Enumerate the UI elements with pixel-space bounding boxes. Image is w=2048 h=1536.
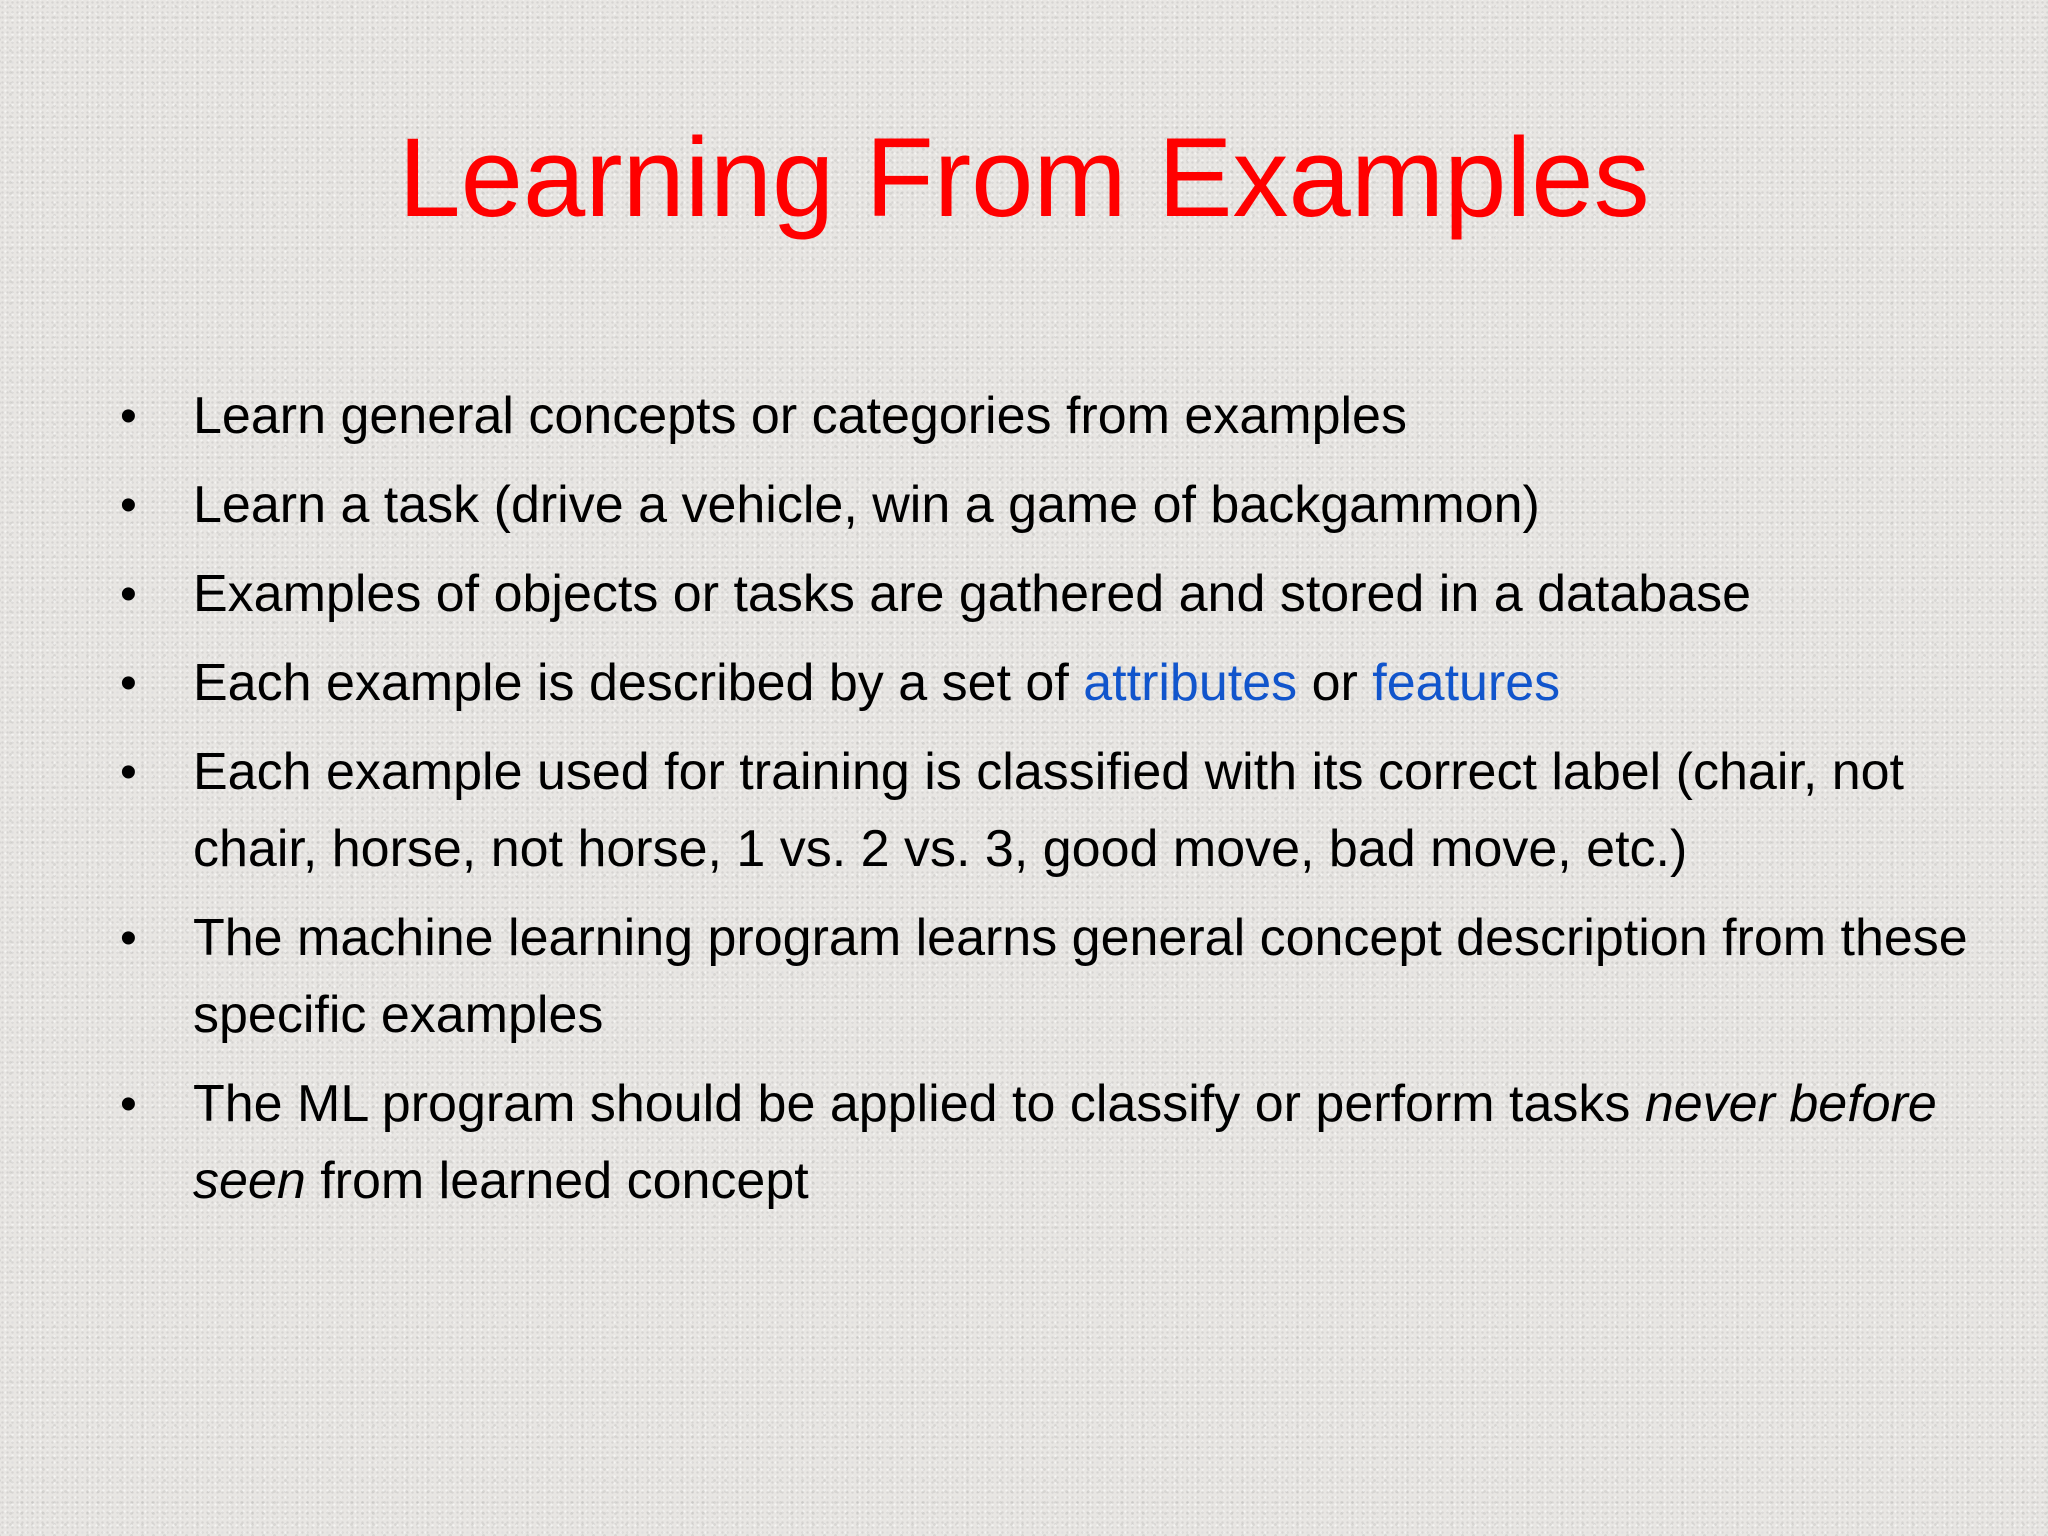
slide-title: Learning From Examples [398, 115, 1650, 240]
bullet-text: Learn a task (drive a vehicle, win a game of backgammon) [193, 476, 1540, 534]
bullet-text: Each example used for training is classified with its correct label (chair, not chair, horse, not horse, 1 vs. 2 vs. 3, good move, bad move, etc.) [193, 743, 1904, 878]
bullet-item [120, 645, 2010, 722]
bullet-text: Examples of objects or tasks are gathered and stored in a database [193, 565, 1752, 623]
bullet-text-part: The ML program should be applied to classify or perform tasks [193, 1075, 1645, 1133]
bullet-glyph: • [120, 912, 137, 965]
bullet-item [120, 734, 2010, 888]
bullet-text [193, 654, 1560, 712]
bullet-item [120, 556, 2010, 633]
bullet-text [193, 1075, 1937, 1210]
bullet-glyph: • [120, 568, 137, 621]
bullet-item [120, 467, 2010, 544]
bullet-text-part: Each example is described by a set of [193, 654, 1084, 712]
bullet-glyph: • [120, 390, 137, 443]
bullet-item [120, 1066, 2010, 1220]
bullet-list [120, 378, 2010, 1232]
bullet-text-part: from learned concept [305, 1152, 809, 1210]
bullet-glyph: • [120, 1078, 137, 1131]
bullet-item [120, 900, 2010, 1054]
bullet-item [120, 378, 2010, 455]
term-attributes: attributes [1083, 654, 1298, 712]
bullet-text-part: or [1297, 654, 1373, 712]
bullet-glyph: • [120, 746, 137, 799]
emphasis-text: never before seen [193, 1075, 1937, 1210]
bullet-text: Learn general concepts or categories from examples [193, 387, 1407, 445]
bullet-glyph: • [120, 479, 137, 532]
term-features: features [1372, 654, 1561, 712]
bullet-text: The machine learning program learns general concept description from these specific examples [193, 909, 1968, 1044]
bullet-glyph: • [120, 657, 137, 710]
